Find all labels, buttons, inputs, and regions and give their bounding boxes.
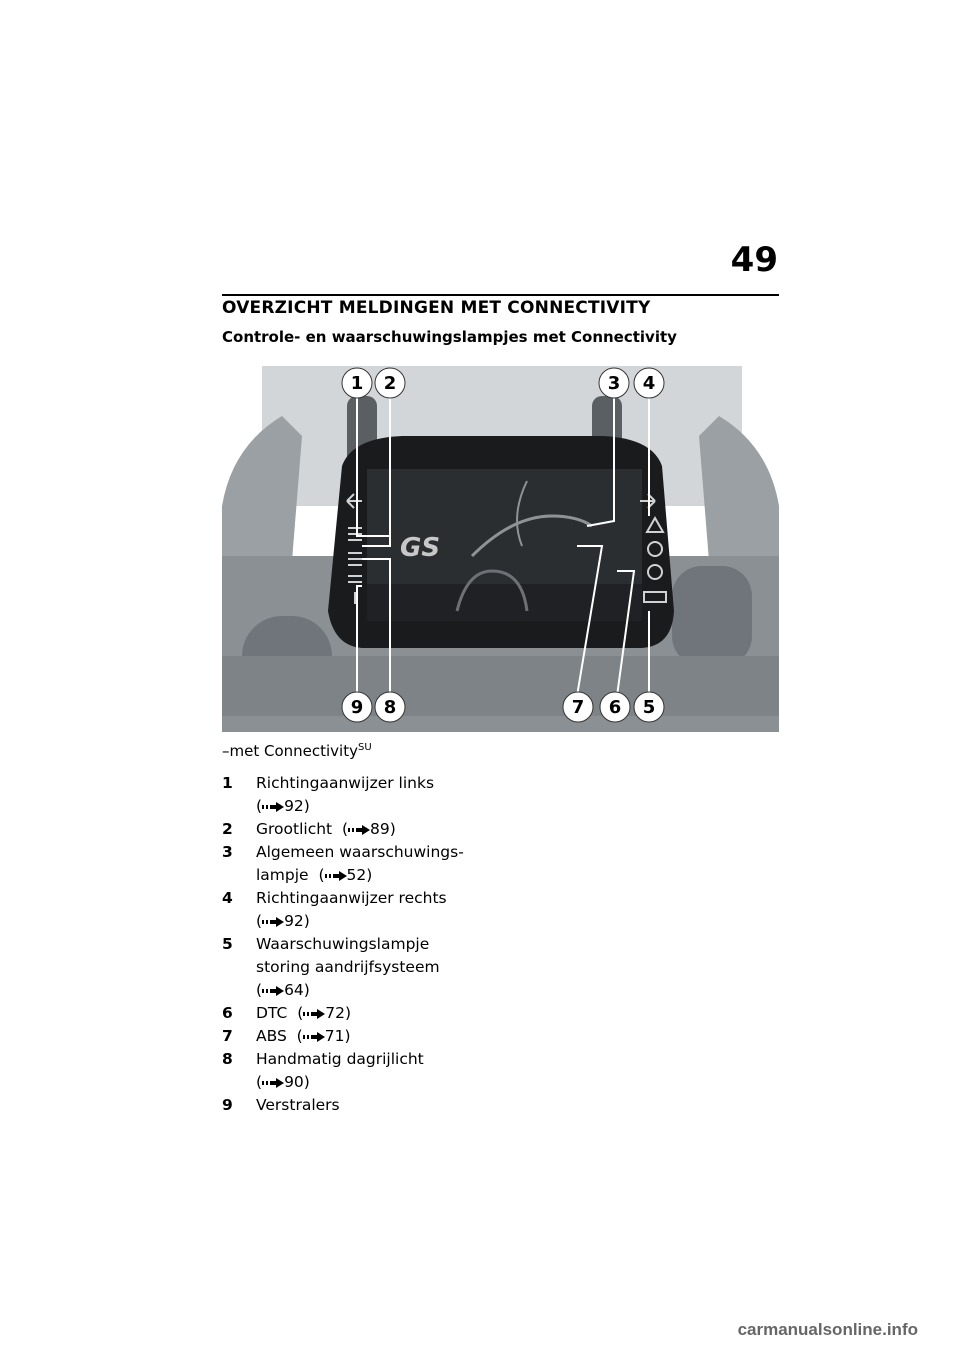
legend-item-label-cont: storing aandrijfsysteem <box>256 958 440 976</box>
section-rule <box>222 294 779 296</box>
callout-9 <box>342 692 372 722</box>
condition-text: –met Connectivity <box>222 742 358 760</box>
legend-item-8: 8 Handmatig dagrijlicht ( 90) <box>222 1050 424 1091</box>
svg-text:9: 9 <box>350 697 364 718</box>
callout-1 <box>342 368 372 398</box>
page-reference[interactable]: ( 72) <box>297 1004 352 1022</box>
legend-item-label: Handmatig dagrijlicht <box>256 1050 424 1068</box>
callout-8 <box>375 692 405 722</box>
svg-text:7: 7 <box>571 697 585 718</box>
page-ref-arrow-icon <box>348 825 370 835</box>
page-ref-arrow-icon <box>303 1009 325 1019</box>
svg-text:8: 8 <box>383 697 397 718</box>
legend-item-label-cont: lampje <box>256 866 309 884</box>
legend-item-label: Richtingaanwijzer links <box>256 774 435 792</box>
page-ref-arrow-icon <box>262 917 284 927</box>
subtitle: Controle- en waarschuwingslampjes met Connectivity <box>222 328 677 346</box>
legend-item-9: 9 Verstralers <box>222 1096 340 1114</box>
svg-text:4: 4 <box>642 373 656 394</box>
svg-text:6: 6 <box>608 697 622 718</box>
legend-item-label: Richtingaanwijzer rechts <box>256 889 447 907</box>
callout-4 <box>634 368 664 398</box>
legend-item-6: 6 DTC ( 72) <box>222 1004 352 1022</box>
legend-item-3: 3 Algemeen waarschuwings- lampje ( 52) <box>222 843 464 884</box>
legend-item-label: ABS <box>256 1027 287 1045</box>
page-ref-arrow-icon <box>325 871 347 881</box>
page-reference[interactable]: ( 52) <box>318 866 373 884</box>
callout-6 <box>600 692 630 722</box>
svg-text:1: 1 <box>350 373 364 394</box>
svg-text:5: 5 <box>642 697 656 718</box>
page-reference[interactable]: ( 89) <box>341 820 396 838</box>
condition-note <box>222 742 372 760</box>
condition-sup: SU <box>357 742 372 753</box>
page-ref-arrow-icon <box>262 986 284 996</box>
instrument-cluster-figure <box>222 356 779 732</box>
page-ref-arrow-icon <box>303 1032 325 1042</box>
watermark: carmanualsonline.info <box>737 1320 918 1339</box>
page-reference[interactable]: ( 90) <box>256 1073 310 1091</box>
legend-item-label: Verstralers <box>256 1096 340 1114</box>
legend-list <box>222 772 522 1117</box>
section-title: OVERZICHT MELDINGEN MET CONNECTIVITY <box>222 298 651 318</box>
callout-7 <box>563 692 593 722</box>
page-reference[interactable]: ( 92) <box>256 797 310 815</box>
callout-2 <box>375 368 405 398</box>
svg-text:2: 2 <box>383 373 397 394</box>
legend-item-4: 4 Richtingaanwijzer rechts ( 92) <box>222 889 447 930</box>
legend-item-2: 2 Grootlicht ( 89) <box>222 820 396 838</box>
page-number: 49 <box>730 240 778 280</box>
svg-text:3: 3 <box>607 373 621 394</box>
legend-item-label: Algemeen waarschuwings- <box>256 843 464 861</box>
page-reference[interactable]: ( 64) <box>256 981 310 999</box>
page-reference[interactable]: ( 92) <box>256 912 310 930</box>
legend-item-label: DTC <box>256 1004 288 1022</box>
legend-item-label: Waarschuwingslampje <box>256 935 430 953</box>
legend-item-5: 5 Waarschuwingslampje storing aandrijfsysteem ( 64) <box>222 935 440 999</box>
legend-item-label: Grootlicht <box>256 820 333 838</box>
legend-item-7: 7 ABS ( 71) <box>222 1027 351 1045</box>
page-ref-arrow-icon <box>262 802 284 812</box>
page-reference[interactable]: ( 71) <box>296 1027 351 1045</box>
page-ref-arrow-icon <box>262 1078 284 1088</box>
legend-item-1: 1 Richtingaanwijzer links ( 92) <box>222 774 435 815</box>
gs-logo-text: GS <box>400 533 441 563</box>
callout-5 <box>634 692 664 722</box>
callout-3 <box>599 368 629 398</box>
